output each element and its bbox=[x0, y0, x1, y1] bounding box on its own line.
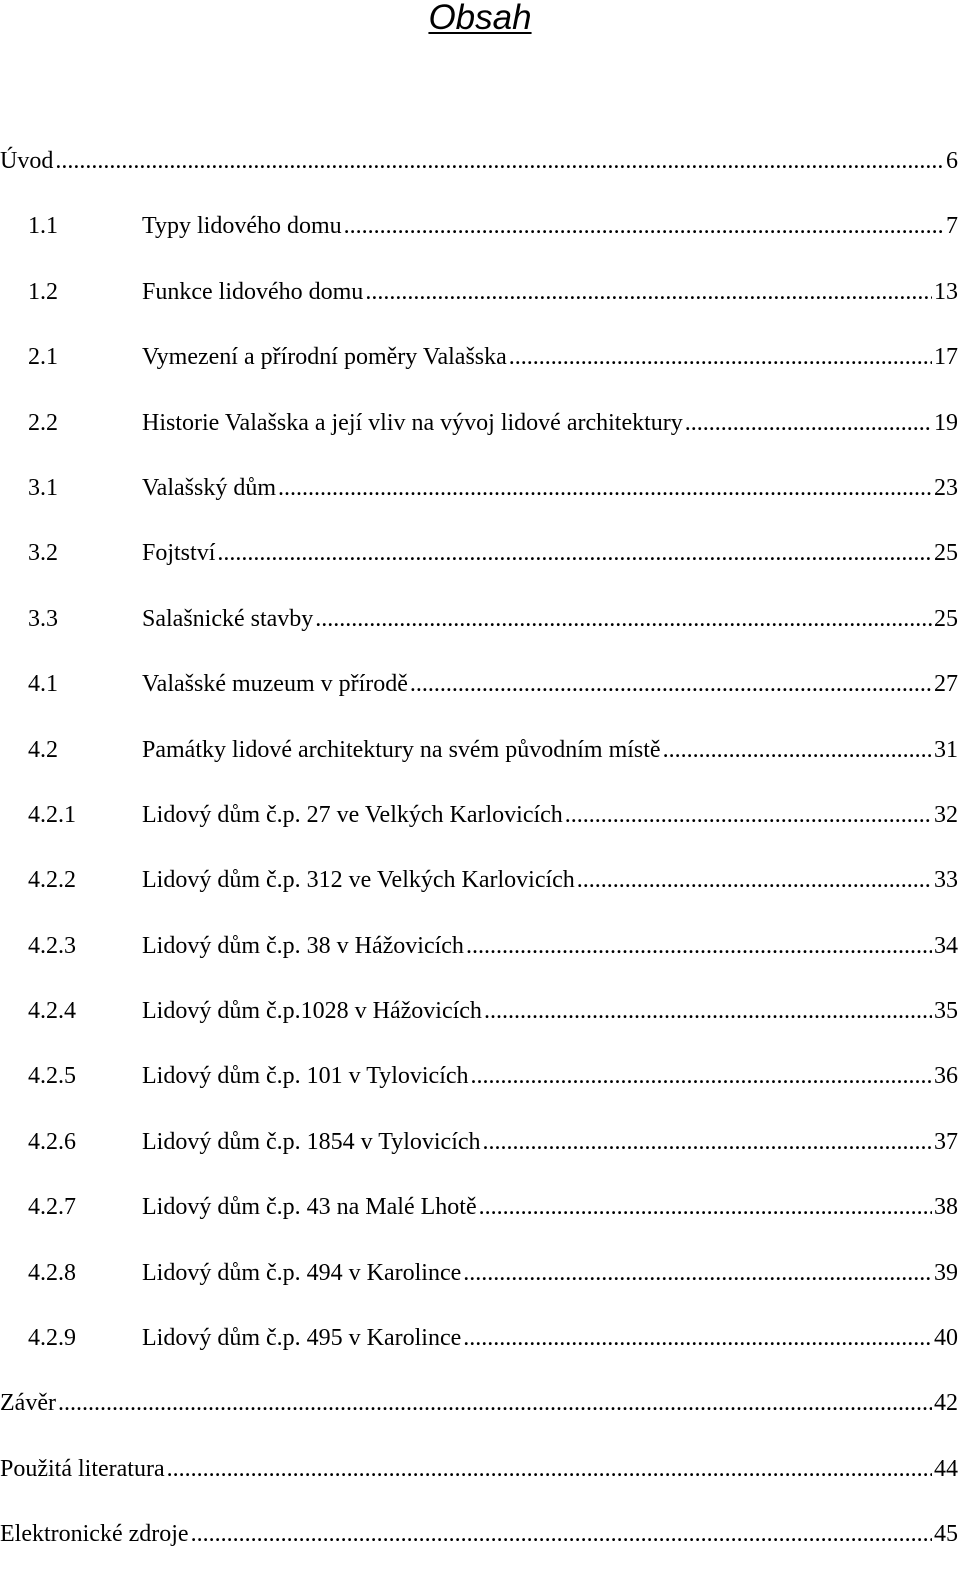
toc-leader-dots bbox=[410, 663, 932, 705]
toc-leader-dots bbox=[463, 1252, 932, 1294]
toc-entry-number: 3.3 bbox=[28, 605, 58, 632]
toc-entry-title: Lidový dům č.p. 494 v Karolince bbox=[142, 1259, 462, 1286]
toc-entry-number: 1.2 bbox=[28, 278, 58, 305]
toc-leader-dots bbox=[58, 1382, 932, 1424]
toc-entry-page: 6 bbox=[946, 148, 958, 174]
toc-entry-number: 4.2.2 bbox=[28, 867, 76, 894]
toc-entry-number: 2.2 bbox=[28, 409, 58, 436]
toc-entry[interactable] bbox=[0, 467, 960, 532]
toc-entry-title: Funkce lidového domu bbox=[142, 278, 364, 305]
toc-entry-number: 1.1 bbox=[28, 213, 58, 240]
toc-entry-title: Lidový dům č.p. 27 ve Velkých Karlovicích bbox=[142, 801, 563, 828]
toc-entry-page: 31 bbox=[934, 736, 958, 763]
toc-entry-title: Salašnické stavby bbox=[142, 605, 314, 632]
toc-entry-title: Úvod bbox=[0, 148, 54, 174]
toc-entry-title: Lidový dům č.p. 1854 v Tylovicích bbox=[142, 1128, 481, 1155]
toc-leader-dots bbox=[663, 729, 932, 771]
toc-leader-dots bbox=[191, 1513, 932, 1555]
toc-entry[interactable] bbox=[0, 1121, 960, 1186]
toc-leader-dots bbox=[685, 402, 932, 444]
toc-leader-dots bbox=[315, 598, 932, 640]
toc-entry[interactable] bbox=[0, 794, 960, 859]
toc-entry-title: Valašské muzeum v přírodě bbox=[142, 671, 408, 698]
toc-leader-dots bbox=[365, 271, 932, 313]
toc-leader-dots bbox=[577, 859, 932, 901]
toc-entry[interactable] bbox=[0, 402, 960, 467]
toc-leader-dots bbox=[217, 532, 932, 574]
toc-entry-number: 4.2.9 bbox=[28, 1325, 76, 1352]
toc-entry-number: 4.2.7 bbox=[28, 1194, 76, 1221]
toc-entry[interactable] bbox=[0, 336, 960, 401]
toc-leader-dots bbox=[479, 1186, 932, 1228]
toc-entry-number: 2.1 bbox=[28, 344, 58, 371]
toc-leader-dots bbox=[278, 467, 932, 509]
toc-leader-dots bbox=[484, 990, 932, 1032]
toc-entry-page: 32 bbox=[934, 801, 958, 828]
toc-leader-dots bbox=[167, 1448, 932, 1490]
toc-entry-title: Historie Valašska a její vliv na vývoj lidové architektury bbox=[142, 409, 683, 436]
toc-entry-page: 39 bbox=[934, 1259, 958, 1286]
toc-entry-page: 40 bbox=[934, 1325, 958, 1352]
toc-entry[interactable] bbox=[0, 205, 960, 270]
toc-entry[interactable] bbox=[0, 663, 960, 728]
toc-entry-zaver[interactable] bbox=[0, 1382, 960, 1447]
toc-leader-dots bbox=[466, 925, 932, 967]
toc-entry-number: 4.2.5 bbox=[28, 1063, 76, 1090]
toc-entry-page: 35 bbox=[934, 998, 958, 1025]
toc-entry-title: Lidový dům č.p. 43 na Malé Lhotě bbox=[142, 1194, 477, 1221]
toc-entry-title: Fojtství bbox=[142, 540, 216, 567]
toc-entry-title: Valašský dům bbox=[142, 474, 276, 501]
toc-entry[interactable] bbox=[0, 1055, 960, 1120]
toc-entry-page: 45 bbox=[934, 1521, 958, 1548]
toc-entry-elektronicke-zdroje[interactable] bbox=[0, 1513, 960, 1578]
toc-entry[interactable] bbox=[0, 925, 960, 990]
toc-entry-number: 4.2.4 bbox=[28, 998, 76, 1025]
toc-leader-dots bbox=[471, 1055, 932, 1097]
toc-entry-title: Použitá literatura bbox=[0, 1455, 165, 1482]
toc-entry-page: 7 bbox=[946, 213, 958, 240]
toc-entry-page: 36 bbox=[934, 1063, 958, 1090]
toc-entry-number: 4.2.1 bbox=[28, 801, 76, 828]
toc-entry[interactable] bbox=[0, 598, 960, 663]
toc-entry-page: 44 bbox=[934, 1455, 958, 1482]
toc-entry-number: 4.2 bbox=[28, 736, 58, 763]
toc-entry-number: 4.2.3 bbox=[28, 932, 76, 959]
toc-entry[interactable] bbox=[0, 990, 960, 1055]
toc-entry-title: Lidový dům č.p. 38 v Hážovicích bbox=[142, 932, 464, 959]
toc-entry-number: 4.1 bbox=[28, 671, 58, 698]
toc-leader-dots bbox=[344, 205, 944, 247]
toc-entry-title: Lidový dům č.p.1028 v Hážovicích bbox=[142, 998, 482, 1025]
toc-leader-dots bbox=[463, 1317, 932, 1359]
toc-entry-page: 37 bbox=[934, 1128, 958, 1155]
toc-entry-title: Závěr bbox=[0, 1390, 56, 1417]
toc-entry-page: 23 bbox=[934, 474, 958, 501]
toc-entry[interactable] bbox=[0, 859, 960, 924]
table-of-contents bbox=[0, 140, 960, 1579]
toc-entry-title: Typy lidového domu bbox=[142, 213, 342, 240]
toc-entry-page: 25 bbox=[934, 540, 958, 567]
toc-entry-page: 42 bbox=[934, 1390, 958, 1417]
toc-entry-uvod[interactable] bbox=[0, 140, 960, 205]
toc-leader-dots bbox=[483, 1121, 932, 1163]
toc-entry-title: Elektronické zdroje bbox=[0, 1521, 189, 1548]
toc-leader-dots bbox=[509, 336, 932, 378]
toc-entry-number: 4.2.8 bbox=[28, 1259, 76, 1286]
toc-entry-title: Lidový dům č.p. 495 v Karolince bbox=[142, 1325, 462, 1352]
toc-entry-title: Lidový dům č.p. 312 ve Velkých Karlovicích bbox=[142, 867, 575, 894]
toc-entry-page: 13 bbox=[934, 278, 958, 305]
page-title: Obsah bbox=[428, 0, 532, 37]
toc-entry[interactable] bbox=[0, 729, 960, 794]
toc-entry-literatura[interactable] bbox=[0, 1448, 960, 1513]
toc-entry-page: 19 bbox=[934, 409, 958, 436]
toc-entry-page: 27 bbox=[934, 671, 958, 698]
toc-entry[interactable] bbox=[0, 1252, 960, 1317]
toc-entry-page: 25 bbox=[934, 605, 958, 632]
toc-entry-page: 33 bbox=[934, 867, 958, 894]
toc-entry-page: 17 bbox=[934, 344, 958, 371]
toc-entry-title: Vymezení a přírodní poměry Valašska bbox=[142, 344, 507, 371]
toc-entry-page: 34 bbox=[934, 932, 958, 959]
toc-entry-title: Lidový dům č.p. 101 v Tylovicích bbox=[142, 1063, 469, 1090]
toc-entry-number: 3.1 bbox=[28, 474, 58, 501]
toc-entry[interactable] bbox=[0, 532, 960, 597]
toc-entry[interactable] bbox=[0, 1317, 960, 1382]
toc-leader-dots bbox=[55, 140, 944, 182]
toc-entry-title: Památky lidové architektury na svém původním místě bbox=[142, 736, 661, 763]
toc-entry-number: 3.2 bbox=[28, 540, 58, 567]
toc-entry-number: 4.2.6 bbox=[28, 1128, 76, 1155]
toc-entry[interactable] bbox=[0, 1186, 960, 1251]
toc-entry[interactable] bbox=[0, 271, 960, 336]
toc-leader-dots bbox=[565, 794, 932, 836]
toc-entry-page: 38 bbox=[934, 1194, 958, 1221]
